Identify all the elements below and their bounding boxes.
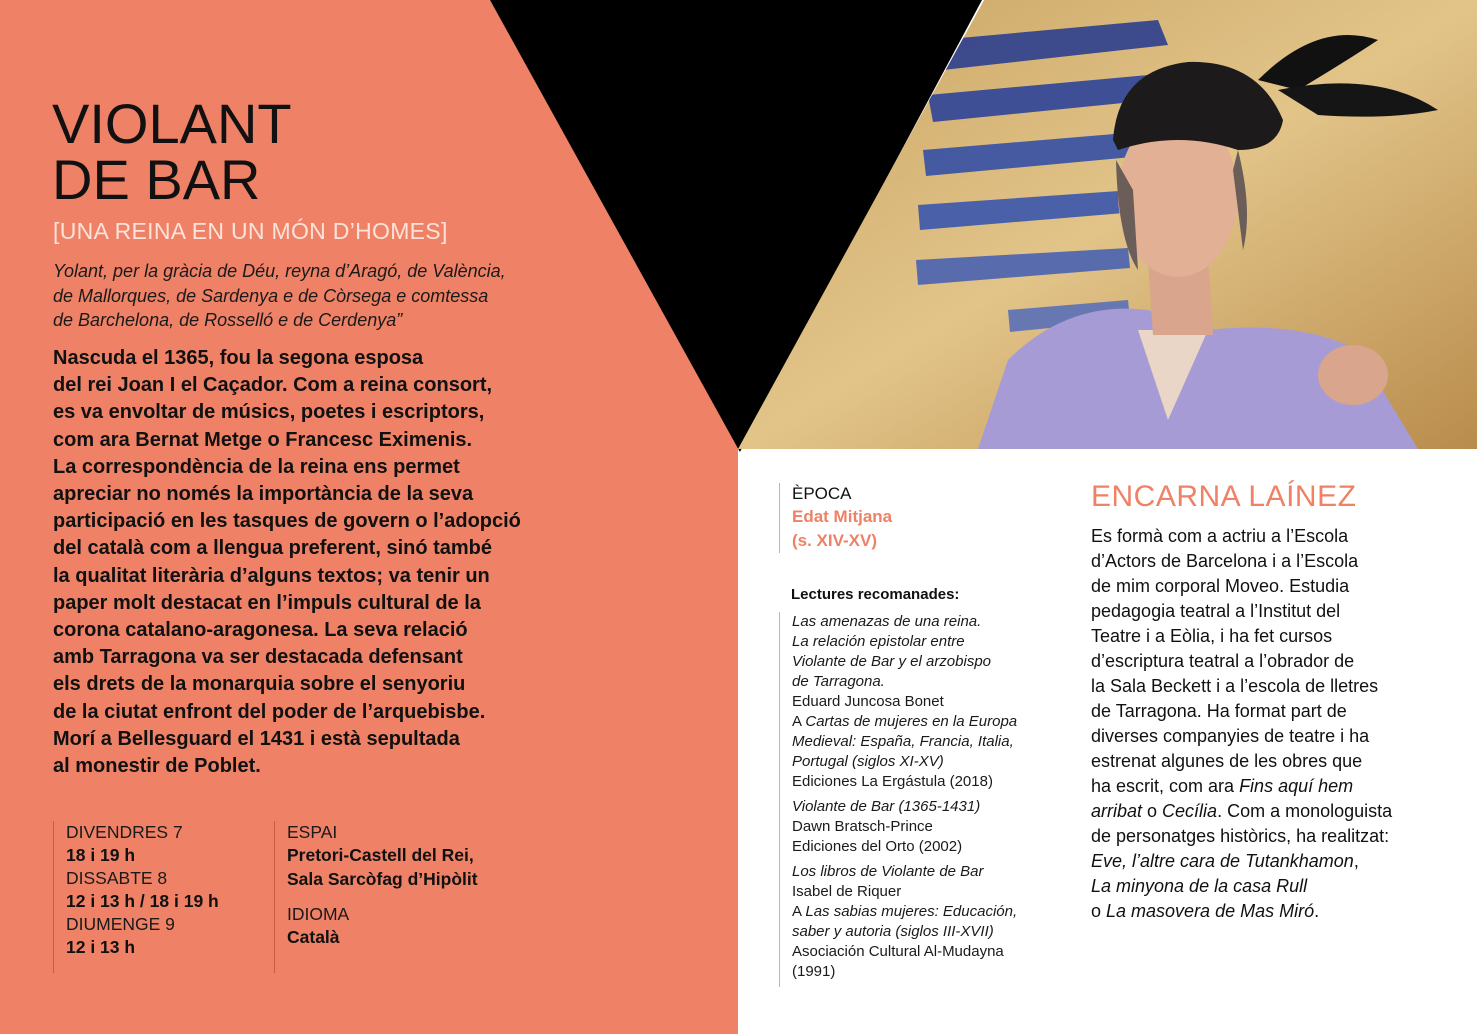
schedule-times: 18 i 19 h xyxy=(66,845,136,865)
bio-line: del català com a llengua preferent, sinó també xyxy=(53,537,493,560)
reading-author: Dawn Bratsch-Prince xyxy=(792,818,933,835)
reading-in-work: Las sabias mujeres: Educación, xyxy=(805,903,1018,920)
reading-item xyxy=(792,862,1067,982)
actor-bio-work: Fins aquí hem xyxy=(1239,776,1354,796)
bio-line: Nascuda el 1365, fou la segona esposa xyxy=(53,347,424,369)
actor-bio-line: de Tarragona. Ha format part de xyxy=(1091,701,1347,721)
actor-bio-line xyxy=(1091,874,1451,899)
bio-line: corona catalano-aragonesa. La seva relació xyxy=(53,619,468,642)
reading-item xyxy=(792,612,1067,792)
actor-bio-line xyxy=(1091,849,1451,874)
reading-publisher: Asociación Cultural Al-Mudayna xyxy=(792,943,1004,960)
schedule-times: 12 i 13 h / 18 i 19 h xyxy=(66,891,219,911)
venue-line: Pretori-Castell del Rei, xyxy=(287,845,474,865)
reading-title-line: La relación epistolar entre xyxy=(792,633,965,650)
page-title xyxy=(52,92,292,211)
era-value: (s. XIV-XV) xyxy=(792,531,878,550)
title-line-1: VIOLANT xyxy=(52,92,292,155)
actor-bio-line: d’escriptura teatral a l’obrador de xyxy=(1091,651,1355,671)
actor-bio-line xyxy=(1091,899,1451,924)
actor-bio-line: Teatre i a Eòlia, i ha fet cursos xyxy=(1091,626,1333,646)
bio-line: de la ciutat enfront del poder de l’arquebisbe. xyxy=(53,700,486,723)
reading-title-line: de Tarragona. xyxy=(792,673,885,690)
reading-prefix: A xyxy=(792,713,806,730)
bio-line: apreciar no només la importància de la seva xyxy=(53,483,474,506)
bio-line: del rei Joan I el Caçador. Com a reina consort, xyxy=(53,374,493,397)
quote-line: Yolant, per la gràcia de Déu, reyna d’Aragó, de València, xyxy=(53,261,506,281)
reading-in-work-line xyxy=(792,902,1067,922)
readings-list xyxy=(779,612,1067,987)
reading-in-work: Medieval: España, Francia, Italia, xyxy=(792,733,1014,750)
language-value: Català xyxy=(287,927,340,947)
actor-bio-line: la Sala Beckett i a l’escola de lletres xyxy=(1091,676,1379,696)
actor-bio-line: diverses companyies de teatre i ha xyxy=(1091,726,1370,746)
venue-line: Sala Sarcòfag d’Hipòlit xyxy=(287,869,478,889)
subtitle: [UNA REINA EN UN MÓN D’HOMES] xyxy=(53,218,448,244)
bio-line: al monestir de Poblet. xyxy=(53,755,261,778)
actor-bio-text: ha escrit, com ara xyxy=(1091,776,1240,796)
actor-bio-line: de personatges històrics, ha realitzat: xyxy=(1091,826,1390,846)
reading-author: Isabel de Riquer xyxy=(792,883,902,900)
reading-in-work: saber y autoria (siglos III-XVII) xyxy=(792,923,994,940)
actor-bio-work: arribat xyxy=(1091,801,1143,821)
reading-title-line: Violante de Bar y el arzobispo xyxy=(792,653,992,670)
era-label: ÈPOCA xyxy=(792,484,852,503)
reading-in-work: Cartas de mujeres en la Europa xyxy=(805,713,1018,730)
venue-info xyxy=(274,821,547,973)
actor-bio-text: . Com a monologuista xyxy=(1217,801,1393,821)
actor-bio-work: La masovera de Mas Miró xyxy=(1106,901,1315,921)
bio-line: els drets de la monarquia sobre el senyoriu xyxy=(53,673,466,696)
actor-bio-text: o xyxy=(1142,801,1163,821)
reading-in-work-line xyxy=(792,712,1067,732)
reading-publisher: Ediciones La Ergástula (2018) xyxy=(792,773,993,790)
actor-bio-line xyxy=(1091,799,1451,824)
schedule-day: DIUMENGE 9 xyxy=(66,914,175,934)
actor-bio-text: o xyxy=(1091,901,1107,921)
schedule-day: DIVENDRES 7 xyxy=(66,822,183,842)
schedule xyxy=(53,821,271,973)
venue-label: ESPAI xyxy=(287,822,338,842)
bio-line: La correspondència de la reina ens permet xyxy=(53,455,460,478)
actor-bio-line: estrenat algunes de les obres que xyxy=(1091,751,1363,771)
reading-title-line: Las amenazas de una reina. xyxy=(792,613,982,630)
bio-line: participació en les tasques de govern o l’adopció xyxy=(53,510,521,533)
readings-heading: Lectures recomanades: xyxy=(791,586,960,603)
reading-prefix: A xyxy=(792,903,806,920)
reading-title-line: Los libros de Violante de Bar xyxy=(792,863,984,880)
actor-name: ENCARNA LAÍNEZ xyxy=(1091,480,1357,513)
actor-bio-line: pedagogia teatral a l’Institut del xyxy=(1091,601,1341,621)
actor-bio-work: La minyona de la casa Rull xyxy=(1091,876,1308,896)
biography xyxy=(53,345,653,780)
reading-publisher: (1991) xyxy=(792,963,836,980)
bio-line: paper molt destacat en l’impuls cultural de la xyxy=(53,591,481,614)
quote-line: de Barchelona, de Rosselló e de Cerdenya” xyxy=(53,310,403,330)
actor-bio-work: Cecília xyxy=(1162,801,1218,821)
bio-line: com ara Bernat Metge o Francesc Eximenis. xyxy=(53,428,473,451)
bio-line: es va envoltar de músics, poetes i escriptors, xyxy=(53,401,485,424)
actor-bio-text: , xyxy=(1353,851,1359,871)
bio-line: Morí a Bellesguard el 1431 i està sepultada xyxy=(53,727,460,750)
actor-bio-line: d’Actors de Barcelona i a l’Escola xyxy=(1091,551,1359,571)
bio-line: amb Tarragona va ser destacada defensant xyxy=(53,646,463,669)
actor-bio-work: Eve, l’altre cara de Tutankhamon xyxy=(1091,851,1354,871)
schedule-times: 12 i 13 h xyxy=(66,937,136,957)
quote-line: de Mallorques, de Sardenya e de Còrsega e comtessa xyxy=(53,285,489,306)
actor-bio-line: de mim corporal Moveo. Estudia xyxy=(1091,576,1350,596)
reading-in-work: Portugal (siglos XI-XV) xyxy=(792,753,944,770)
actor-bio-line xyxy=(1091,774,1451,799)
quote xyxy=(53,259,613,333)
reading-title-line: Violante de Bar (1365-1431) xyxy=(792,798,981,815)
schedule-day: DISSABTE 8 xyxy=(66,868,168,888)
reading-publisher: Ediciones del Orto (2002) xyxy=(792,838,963,855)
era-info xyxy=(779,483,892,553)
actor-bio xyxy=(1091,524,1451,924)
actor-bio-line: Es formà com a actriu a l’Escola xyxy=(1091,526,1349,546)
actor-bio-text: . xyxy=(1314,901,1320,921)
reading-author: Eduard Juncosa Bonet xyxy=(792,693,944,710)
title-line-2: DE BAR xyxy=(52,148,261,211)
era-value: Edat Mitjana xyxy=(792,507,893,526)
reading-item xyxy=(792,797,1067,857)
bio-line: la qualitat literària d’alguns textos; va tenir un xyxy=(53,564,490,587)
language-label: IDIOMA xyxy=(287,904,350,924)
